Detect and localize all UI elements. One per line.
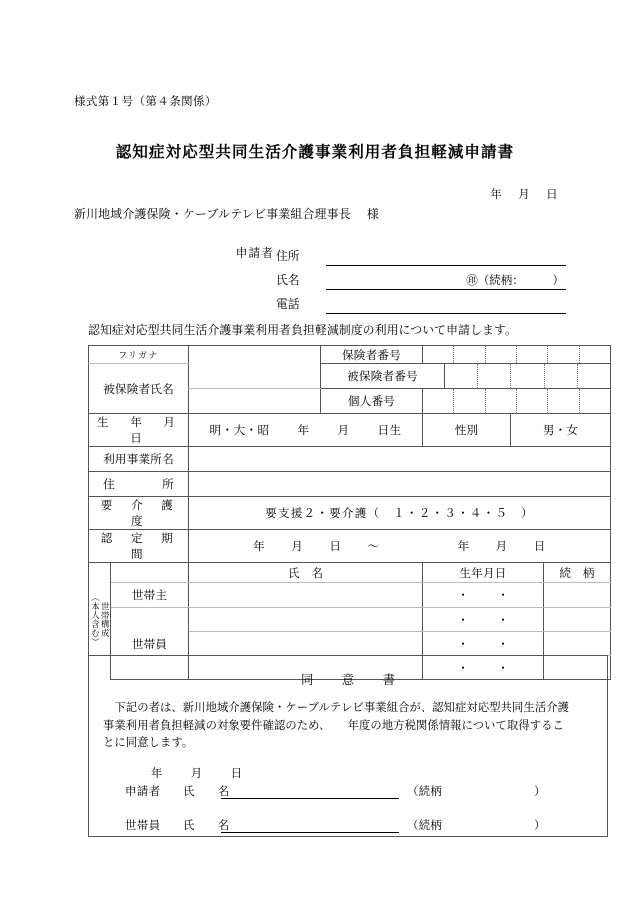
period-start-day-label: 日 <box>329 540 342 553</box>
period-start-month-label: 月 <box>291 540 304 553</box>
insurer-number-grid[interactable] <box>423 346 610 363</box>
household-member-label: 世帯員 <box>131 637 168 651</box>
consent-date-line <box>151 765 607 781</box>
form-number: 様式第１号（第４条関係） <box>74 96 217 108</box>
applicant-phone-row <box>276 290 566 314</box>
insured-name-input-cell[interactable] <box>189 346 321 389</box>
period-end-day-label: 日 <box>533 540 546 553</box>
personal-number-label: 個人番号 <box>347 395 396 408</box>
dob-dot-6: ・ <box>497 637 509 651</box>
insured-name-label: 被保険者氏名 <box>103 382 174 396</box>
consent-line-1: 下記の者は、新川地域介護保険・ケーブルテレビ事業組合が、認知症対応型共同生活介護 <box>103 702 570 714</box>
dob-day-label: 日生 <box>377 424 402 437</box>
consent-day-label: 日 <box>230 767 243 780</box>
insured-number-grid[interactable] <box>445 364 610 388</box>
gender-label-cell <box>423 414 511 447</box>
dob-label-cell <box>89 414 197 447</box>
address-input-cell[interactable] <box>189 472 611 497</box>
dob-input-cell[interactable] <box>189 414 423 447</box>
insured-number-label-cell <box>321 364 445 389</box>
table-row-household-head <box>89 583 611 608</box>
consent-applicant-relation-close: ） <box>534 785 546 798</box>
consent-line-2: 事業利用者負担軽減の対象要件確認のため、 年度の地方税関係情報について取得するこ <box>103 719 564 732</box>
insured-number-label: 被保険者番号 <box>347 370 418 383</box>
personal-number-grid[interactable] <box>423 389 610 413</box>
facility-label-cell <box>89 447 189 472</box>
period-start-year-label: 年 <box>253 540 266 553</box>
personal-number-input-cell[interactable] <box>423 389 611 414</box>
consent-member-relation[interactable] <box>407 817 546 833</box>
dob-year-label: 年 <box>297 424 310 437</box>
consent-applicant-name-input[interactable] <box>221 783 399 799</box>
application-statement: 認知症対応型共同生活介護事業利用者負担軽減制度の利用について申請します。 <box>88 323 517 337</box>
household-vertical-label <box>90 593 109 646</box>
care-level-label-cell <box>89 497 192 530</box>
period-end-month-label: 月 <box>495 540 508 553</box>
date-year-label: 年 <box>490 189 503 201</box>
period-input-cell[interactable] <box>189 530 611 563</box>
household-label-main: 世帯構成 <box>100 601 110 638</box>
addressee <box>74 205 379 222</box>
consent-member-relation-open: （続柄 <box>407 819 443 832</box>
applicant-address-label: 住所 <box>276 249 300 263</box>
household-member-dob-cell-2[interactable] <box>423 632 544 656</box>
applicant-group-label: 申請者 <box>235 246 274 260</box>
care-level-options[interactable]: 要支援２・要介護（ １・２・３・４・５ ） <box>265 507 534 520</box>
household-col-relation-header <box>544 563 611 583</box>
care-level-label: 要 介 護 度 <box>100 499 192 528</box>
applicant-name-row <box>276 266 566 290</box>
dob-dot-8: ・ <box>497 661 509 675</box>
period-label-cell <box>89 530 192 563</box>
household-head-dob-cell[interactable] <box>423 583 544 608</box>
applicant-name-input[interactable] <box>326 272 566 290</box>
consent-applicant-name-label: 氏 名 <box>183 785 236 798</box>
insured-number-input-cell[interactable] <box>445 364 611 389</box>
table-row-dob <box>89 414 611 447</box>
consent-title: 同 意 書 <box>301 673 403 687</box>
consent-member-name-input[interactable] <box>221 817 399 833</box>
applicant-address-row <box>276 242 566 266</box>
consent-section <box>88 655 608 837</box>
household-member-relation-cell-1[interactable] <box>544 608 611 632</box>
household-label-sub: （本人含む） <box>90 593 100 647</box>
consent-month-label: 月 <box>190 767 203 780</box>
furigana-label: フリガナ <box>118 350 159 360</box>
insured-name-input-cell-lower[interactable] <box>189 389 321 414</box>
household-col-name-header <box>189 563 423 583</box>
household-head-relation-cell[interactable] <box>544 583 611 608</box>
consent-body <box>103 700 593 753</box>
dob-dot-1: ・ <box>457 589 469 602</box>
consent-applicant-row <box>125 783 607 799</box>
applicant-address-input[interactable] <box>326 248 566 266</box>
addressee-name: 新川地域介護保険・ケーブルテレビ事業組合理事長 <box>74 207 351 221</box>
applicant-details-table <box>88 345 611 680</box>
household-head-name-cell[interactable] <box>189 583 423 608</box>
table-row-household-header <box>89 563 611 583</box>
table-row-period <box>89 530 611 563</box>
household-member-name-cell-1[interactable] <box>189 608 423 632</box>
consent-member-relation-close: ） <box>534 819 546 832</box>
care-level-value-cell[interactable] <box>189 497 611 530</box>
household-member-name-cell-2[interactable] <box>189 632 423 656</box>
date-month-label: 月 <box>518 189 531 201</box>
insured-name-label-cell <box>89 364 189 414</box>
furigana-label-cell <box>89 346 189 364</box>
dob-dot-3: ・ <box>457 613 469 627</box>
facility-input-cell[interactable] <box>189 447 611 472</box>
period-separator: ～ <box>367 540 380 553</box>
col-dob-label: 生年月日 <box>459 566 507 580</box>
seal-and-relation-label: ㊞（続柄： ） <box>466 275 564 287</box>
facility-label: 利用事業所名 <box>103 453 174 466</box>
personal-number-label-cell <box>321 389 423 414</box>
household-blank-cell <box>111 563 189 583</box>
applicant-name-label: 氏名 <box>276 273 300 287</box>
consent-applicant-label: 申請者 <box>125 785 161 798</box>
gender-options-cell[interactable] <box>511 414 611 447</box>
insurer-number-label-cell <box>321 346 423 364</box>
applicant-fields <box>235 242 566 314</box>
consent-year-label: 年 <box>151 767 163 780</box>
table-row-facility <box>89 447 611 472</box>
consent-signature-area <box>125 765 607 833</box>
col-name-label: 氏 名 <box>287 566 324 580</box>
dob-dot-4: ・ <box>497 613 509 627</box>
household-head-label: 世帯主 <box>131 589 168 602</box>
dob-dot-7: ・ <box>457 661 469 675</box>
dob-dot-5: ・ <box>457 637 469 651</box>
document-title: 認知症対応型共同生活介護事業利用者負担軽減申請書 <box>115 144 515 161</box>
addressee-honorific: 様 <box>366 207 380 221</box>
consent-applicant-relation[interactable] <box>407 783 546 799</box>
dob-dot-2: ・ <box>497 589 509 602</box>
consent-member-name-label: 氏 名 <box>183 819 236 832</box>
table-row-address <box>89 472 611 497</box>
period-end-year-label: 年 <box>457 540 470 553</box>
address-label-cell <box>89 472 189 497</box>
gender-options[interactable]: 男・女 <box>542 424 579 437</box>
dob-label: 生 年 月 日 <box>97 416 197 445</box>
period-label: 認 定 期 間 <box>100 532 192 561</box>
applicant-phone-label: 電話 <box>276 297 300 311</box>
gender-label: 性別 <box>454 424 479 437</box>
submission-date-line <box>490 186 558 202</box>
insurer-number-input-cell[interactable] <box>423 346 611 364</box>
household-member-dob-cell-1[interactable] <box>423 608 544 632</box>
consent-member-label: 世帯員 <box>125 819 161 832</box>
household-col-dob-header <box>423 563 544 583</box>
table-row-household-member-1 <box>89 608 611 632</box>
table-row-care-level <box>89 497 611 530</box>
table-row-insured-name <box>89 364 611 389</box>
dob-era-options[interactable]: 明・大・昭 <box>209 424 270 437</box>
household-head-label-cell <box>111 583 189 608</box>
table-row-furigana <box>89 346 611 364</box>
insurer-number-label: 保険者番号 <box>342 348 401 362</box>
consent-applicant-relation-open: （続柄 <box>407 785 443 798</box>
dob-month-label: 月 <box>337 424 350 437</box>
consent-member-row <box>125 817 607 833</box>
address-label: 住 所 <box>103 478 174 491</box>
col-relation-label: 続 柄 <box>559 566 595 580</box>
date-day-label: 日 <box>546 189 558 201</box>
applicant-phone-input[interactable] <box>326 296 566 314</box>
consent-line-3: とに同意します。 <box>103 737 194 749</box>
household-member-relation-cell-2[interactable] <box>544 632 611 656</box>
